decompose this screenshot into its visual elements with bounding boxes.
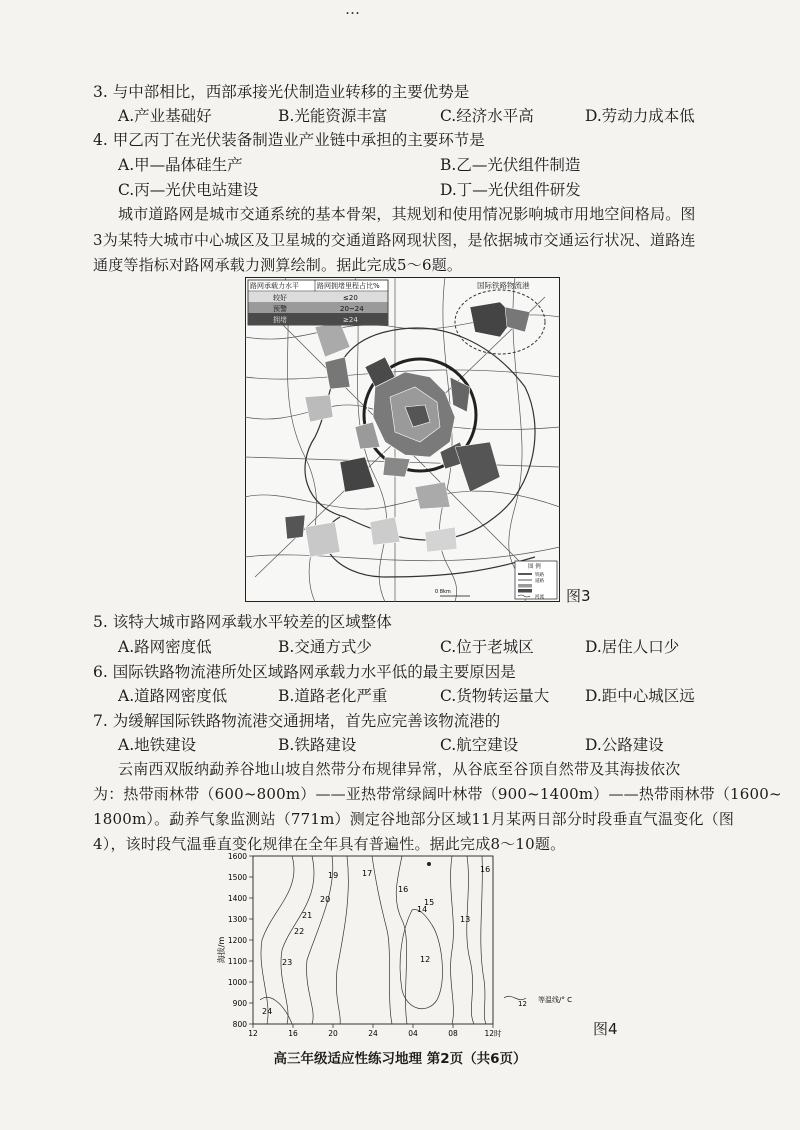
fig4-xtick-label: 04 bbox=[408, 1029, 418, 1038]
fig3-legend-title: 图 例 bbox=[528, 564, 541, 570]
fig4-contour-19: 19 bbox=[328, 871, 339, 880]
q6-option-b[interactable]: B.道路老化严重 bbox=[278, 687, 388, 705]
fig4-contour-15: 15 bbox=[424, 898, 435, 907]
passage2-line1: 云南西双版纳勐养谷地山坡自然带分布规律异常，从谷底至谷顶自然带及其海拔依次 bbox=[118, 760, 681, 778]
fig4-xtick-label: 12时 bbox=[484, 1029, 502, 1038]
fig3-value-good: ≤20 bbox=[343, 294, 358, 302]
q7-option-a[interactable]: A.地铁建设 bbox=[118, 736, 197, 754]
fig4-contour-22: 22 bbox=[294, 927, 305, 936]
q6-stem: 6. 国际铁路物流港所处区域路网承载力水平低的最主要原因是 bbox=[93, 663, 516, 681]
q5-option-c[interactable]: C.位于老城区 bbox=[440, 638, 534, 656]
fig3-level-good: 较好 bbox=[273, 294, 287, 302]
fig4-ylabel: 海拔/m bbox=[217, 936, 226, 964]
q3-option-b[interactable]: B.光能资源丰富 bbox=[278, 107, 388, 125]
q6-option-a[interactable]: A.道路网密度低 bbox=[118, 687, 228, 705]
fig3-value-warn: 20~24 bbox=[340, 305, 364, 313]
q7-option-b[interactable]: B.铁路建设 bbox=[278, 736, 357, 754]
q3-option-c[interactable]: C.经济水平高 bbox=[440, 107, 534, 125]
q7-option-c[interactable]: C.航空建设 bbox=[440, 736, 519, 754]
fig4-label: 图4 bbox=[593, 1020, 618, 1038]
fig4-ytick-label: 800 bbox=[232, 1020, 247, 1029]
fig4-ytick-label: 1600 bbox=[227, 852, 247, 861]
fig3-legend-table bbox=[248, 280, 388, 325]
q4-option-d[interactable]: D.丁—光伏组件研发 bbox=[440, 181, 581, 199]
fig3-label: 图3 bbox=[566, 587, 591, 605]
fig4-xtick-label: 16 bbox=[288, 1029, 298, 1038]
fig4-isotherm-chart bbox=[212, 850, 592, 1040]
fig3-legend-rail: 铁路 bbox=[535, 573, 544, 578]
fig3-scale-text: 0 8km bbox=[435, 589, 451, 595]
fig4-contour-14: 14 bbox=[417, 905, 428, 914]
q6-option-c[interactable]: C.货物转运量大 bbox=[440, 687, 550, 705]
passage1-line3: 通度等指标对路网承载力测算绘制。据此完成5～6题。 bbox=[93, 256, 463, 274]
fig3-map-legend bbox=[515, 561, 557, 600]
fig3-table-header-1: 路网承载力水平 bbox=[250, 282, 299, 290]
q4-option-a[interactable]: A.甲—晶体硅生产 bbox=[118, 156, 243, 174]
q5-option-b[interactable]: B.交通方式少 bbox=[278, 638, 372, 656]
fig3-map bbox=[245, 277, 560, 602]
fig3-level-warn: 预警 bbox=[273, 305, 287, 313]
fig3-port-label: 国际铁路物流港 bbox=[477, 281, 530, 290]
q4-option-c[interactable]: C.丙—光伏电站建设 bbox=[118, 181, 259, 199]
fig4-ytick-label: 1300 bbox=[227, 915, 247, 924]
fig3-value-jam: ≥24 bbox=[343, 316, 358, 324]
fig4-ytick-label: 1000 bbox=[227, 978, 247, 987]
fig3-legend-river: 河流 bbox=[535, 595, 544, 600]
q4-stem: 4. 甲乙丙丁在光伏装备制造业产业链中承担的主要环节是 bbox=[93, 131, 485, 149]
header-fragment: … bbox=[345, 0, 363, 18]
passage1-line2: 3为某特大城市中心城区及卫星城的交通道路网现状图，是依据城市交通运行状况、道路连 bbox=[93, 231, 696, 249]
q7-option-d[interactable]: D.公路建设 bbox=[585, 736, 664, 754]
fig4-contour-24: 24 bbox=[262, 1007, 273, 1016]
q5-option-a[interactable]: A.路网密度低 bbox=[118, 638, 212, 656]
fig4-ytick-label: 900 bbox=[232, 999, 247, 1008]
page-footer: 高三年级适应性练习地理 第2页（共6页） bbox=[273, 1051, 527, 1067]
fig4-contour-20: 20 bbox=[320, 895, 331, 904]
q7-stem: 7. 为缓解国际铁路物流港交通拥堵，首先应完善该物流港的 bbox=[93, 712, 501, 730]
q6-option-d[interactable]: D.距中心城区远 bbox=[585, 687, 695, 705]
fig4-contour-12: 12 bbox=[420, 955, 431, 964]
fig4-contour-21: 21 bbox=[302, 911, 313, 920]
fig4-xtick-label: 08 bbox=[448, 1029, 458, 1038]
q4-option-b[interactable]: B.乙—光伏组件制造 bbox=[440, 156, 581, 174]
fig4-contour-16b: 16 bbox=[480, 865, 491, 874]
q3-option-d[interactable]: D.劳动力成本低 bbox=[585, 107, 695, 125]
fig4-xtick-label: 24 bbox=[368, 1029, 378, 1038]
fig4-xtick-label: 12 bbox=[248, 1029, 258, 1038]
q5-option-d[interactable]: D.居住人口少 bbox=[585, 638, 680, 656]
fig4-ytick-label: 1200 bbox=[227, 936, 247, 945]
passage2-line3: 1800m）。勐养气象监测站（771m）测定谷地部分区域11月某两日部分时段垂直气温变化（图 bbox=[93, 810, 735, 828]
fig4-ytick-label: 1400 bbox=[227, 894, 247, 903]
fig3-legend-road: 道路 bbox=[535, 579, 544, 584]
q3-option-a[interactable]: A.产业基础好 bbox=[118, 107, 212, 125]
passage2-line4: 4），该时段气温垂直变化规律在全年具有普遍性。据此完成8～10题。 bbox=[93, 835, 566, 853]
passage1-line1: 城市道路网是城市交通系统的基本骨架，其规划和使用情况影响城市用地空间格局。图 bbox=[118, 205, 696, 223]
fig4-contour-13: 13 bbox=[460, 915, 471, 924]
fig4-ytick-label: 1100 bbox=[227, 957, 247, 966]
fig4-contour-17: 17 bbox=[362, 869, 373, 878]
fig4-legend-text: 等温线/° C bbox=[538, 996, 572, 1004]
q5-stem: 5. 该特大城市路网承载水平较差的区域整体 bbox=[93, 613, 392, 631]
fig3-level-jam: 拥堵 bbox=[273, 316, 287, 324]
fig3-table-header-2: 路网拥堵里程占比% bbox=[317, 282, 380, 290]
fig4-xtick-label: 20 bbox=[328, 1029, 338, 1038]
fig4-contour-23: 23 bbox=[282, 958, 293, 967]
fig4-ytick-label: 1500 bbox=[227, 873, 247, 882]
passage2-line2: 为：热带雨林带（600~800m）——亚热带常绿阔叶林带（900~1400m）——热带雨林带（1600~ bbox=[93, 785, 782, 803]
fig4-contour-16a: 16 bbox=[398, 885, 409, 894]
q3-stem: 3. 与中部相比，西部承接光伏制造业转移的主要优势是 bbox=[93, 83, 470, 101]
fig4-legend-number: 12 bbox=[518, 1000, 527, 1008]
